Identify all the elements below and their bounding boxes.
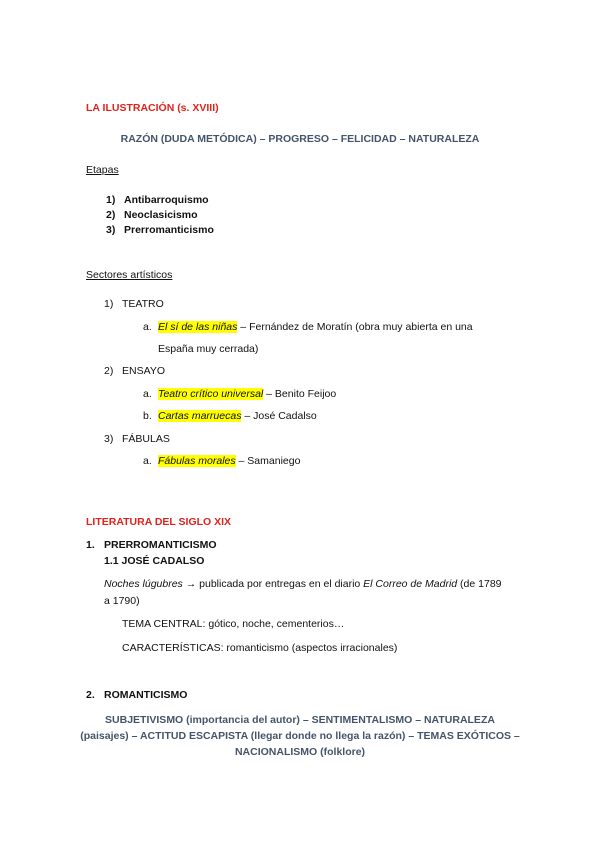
- prerromanticismo-heading: 1. PRERROMANTICISMO: [86, 539, 217, 551]
- etapa-item: 1) Antibarroquismo: [106, 194, 209, 206]
- noches-lugubres-line2: a 1790): [104, 595, 140, 607]
- caracteristicas: CARACTERÍSTICAS: romanticismo (aspectos irracionales): [122, 642, 398, 654]
- etapas-heading: Etapas: [86, 164, 119, 176]
- romanticismo-themes-line1: SUBJETIVISMO (importancia del autor) – SENTIMENTALISMO – NATURALEZA: [105, 714, 495, 726]
- fabulas-item-a: a. Fábulas morales – Samaniego: [143, 455, 301, 467]
- arrow-icon: →: [185, 578, 197, 590]
- sectores-heading: Sectores artísticos: [86, 269, 173, 281]
- section-title-siglo-xix: LITERATURA DEL SIGLO XIX: [86, 516, 232, 528]
- romanticismo-heading: 2. ROMANTICISMO: [86, 689, 188, 701]
- romanticismo-themes-line2: (paisajes) – ACTITUD ESCAPISTA (llegar donde no llega la razón) – TEMAS EXÓTICOS –: [80, 730, 520, 742]
- sector-teatro: 1) TEATRO: [104, 298, 164, 310]
- section-title-ilustracion: LA ILUSTRACIÓN (s. XVIII): [86, 102, 219, 114]
- sector-fabulas: 3) FÁBULAS: [104, 433, 170, 445]
- cadalso-subheading: 1.1 JOSÉ CADALSO: [104, 555, 205, 567]
- etapa-item: 3) Prerromanticismo: [106, 224, 214, 236]
- romanticismo-themes-line3: NACIONALISMO (folklore): [234, 746, 366, 758]
- tema-central: TEMA CENTRAL: gótico, noche, cementerios…: [122, 618, 345, 630]
- etapa-item: 2) Neoclasicismo: [106, 209, 198, 221]
- sector-ensayo: 2) ENSAYO: [104, 365, 165, 377]
- ilustracion-themes: RAZÓN (DUDA METÓDICA) – PROGRESO – FELICIDAD – NATURALEZA: [120, 133, 480, 145]
- noches-lugubres-line: Noches lúgubres → publicada por entregas en el diario El Correo de Madrid (de 1789: [104, 578, 502, 590]
- ensayo-item-b: b. Cartas marruecas – José Cadalso: [143, 410, 317, 422]
- ensayo-item-a: a. Teatro crítico universal – Benito Feijoo: [143, 388, 337, 400]
- teatro-item-a-continuation: España muy cerrada): [158, 343, 259, 355]
